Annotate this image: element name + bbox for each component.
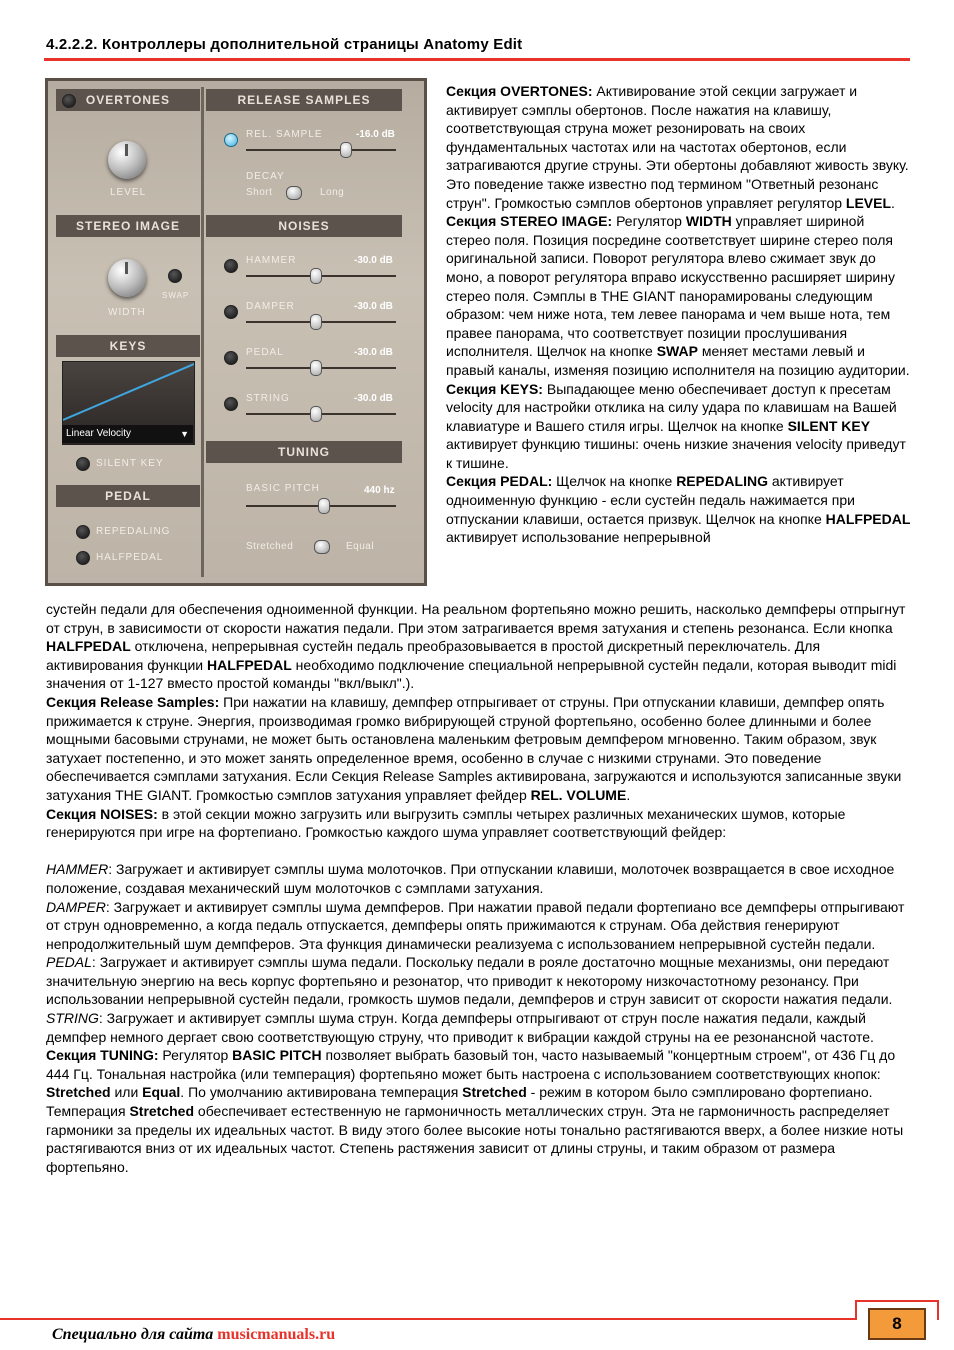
footer-credit: Специально для сайта musicmanuals.ru <box>52 1326 336 1343</box>
silent-key-label: SILENT KEY <box>96 458 164 469</box>
width-knob[interactable] <box>108 259 146 297</box>
footer-rule <box>0 1318 855 1320</box>
pedal-header: PEDAL <box>56 485 200 507</box>
rel-sample-label: REL. SAMPLE <box>246 129 323 140</box>
string-paragraph: STRING: Загружает и активирует сэмплы шума струн. Когда демпферы отпрыгивают от струн после нажатия педали, каждый демпфер немного дергает свою соответствующую струну, что приводит к вибрации каждой струны на ее резонансной частоте. <box>46 1010 874 1045</box>
chevron-down-icon: ▼ <box>180 429 189 439</box>
width-label: WIDTH <box>108 307 146 318</box>
decay-long-label: Long <box>320 187 345 198</box>
repedaling-button[interactable] <box>76 525 90 539</box>
hammer-label: HAMMER <box>246 255 297 266</box>
decay-label: DECAY <box>246 171 285 182</box>
rel-sample-fader-track <box>246 149 396 151</box>
damper-led[interactable] <box>224 305 238 319</box>
footer-rule-upper <box>857 1300 939 1302</box>
silent-key-button[interactable] <box>76 457 90 471</box>
string-value: -30.0 dB <box>354 393 393 404</box>
stereo-image-header: STEREO IMAGE <box>56 215 200 237</box>
release-samples-paragraph: Секция Release Samples: При нажатии на клавишу, демпфер отпрыгивает от струны. При отпускании клавиши, демпфер опять прижимается к струне. Энергия, производимая громко вибрирующей струной фортепьяно, особенно более длинными и более мощными басовыми струнами, не может быть остановлена маленьким фетровым демпфером мгновенно. Таким образом, звук затухает постепенно, и это может занять определенное время, особенно в случае с низкими струнами. Это поведение обеспечивается сэмплами затухания. Если Секция Release Samples активирована, загружаются и используются записанные звуки затухания THE GIANT. Громкостью сэмплов затухания управляет фейдер REL. VOLUME. <box>46 693 902 803</box>
left-column <box>56 89 200 575</box>
footer-site-link[interactable]: musicmanuals.ru <box>217 1326 336 1343</box>
swap-label: SWAP <box>162 291 190 300</box>
keys-paragraph: Секция KEYS: Выпадающее меню обеспечивает доступ к пресетам velocity для настройки отклика на силу удара по клавишам на Вашей клавиатуре и Вашего стиля игры. Щелчок на кнопке SILENT KEY активирует функцию тишины: очень низкие значения velocity приведут к тишине. <box>446 380 906 471</box>
basic-pitch-label: BASIC PITCH <box>246 483 320 494</box>
level-knob[interactable] <box>108 141 146 179</box>
pedal-noise-label: PEDAL <box>246 347 284 358</box>
pedal-noise-paragraph: PEDAL: Загружает и активирует сэмплы шума педали. Поскольку педали в рояле достаточно мощные механизмы, они передают значительную энергию на весь корпус фортепьяно и резонатор, что приводит к некоторому низкочастотному резонансу. При использовании непрерывной сустейн педали, громкость шумов педали, демпферов и струн зависит от скорости нажатия педали. <box>46 954 893 1008</box>
damper-paragraph: DAMPER: Загружает и активирует сэмплы шума демпферов. При нажатии правой педали фортепиано все демпферы отпрыгивают от струн одновременно, а когда педаль отпускается, демпферы опять прижимаются к струнам. Оба действия генерируют непродолжительный шум демпферов. Эта функция динамически реализуема с использованием непрерывной сустейн педали. <box>46 898 905 952</box>
halfpedal-label: HALFPEDAL <box>96 552 164 563</box>
decay-short-label: Short <box>246 187 273 198</box>
swap-button[interactable] <box>168 269 182 283</box>
damper-value: -30.0 dB <box>354 301 393 312</box>
header-rule <box>44 58 910 61</box>
damper-fader[interactable] <box>310 314 322 330</box>
rel-sample-value: -16.0 dB <box>356 129 395 140</box>
rel-sample-fader[interactable] <box>340 142 352 158</box>
basic-pitch-fader[interactable] <box>318 498 330 514</box>
anatomy-edit-panel <box>45 78 427 586</box>
footer-rule-stub-right <box>937 1300 939 1320</box>
paragraph-gap <box>46 842 912 861</box>
section-heading: 4.2.2.2. Контроллеры дополнительной страницы Anatomy Edit <box>46 36 523 53</box>
velocity-preset-dropdown[interactable] <box>62 425 193 443</box>
overtones-paragraph: Секция OVERTONES: Активирование этой секции загружает и активирует сэмплы обертонов. После нажатия на клавишу, соответствующая струна может резонировать на своих фундаментальных частотах или на частотах обертонов, если затрагиваются другие струны. Эти обертоны добавляют живость звуку. Это поведение также известно под термином "Ответный резонанс струн". Громкостью сэмплов обертонов управляет регулятор LEVEL. <box>446 83 909 211</box>
right-text-block <box>446 82 912 547</box>
rel-sample-led[interactable] <box>224 133 238 147</box>
hammer-paragraph: HAMMER: Загружает и активирует сэмплы шума молоточков. При отпускании клавиши, молоточек возвращается в свое исходное положение, создавая механический шум молоточков с сэмплами затухания. <box>46 861 895 896</box>
hammer-led[interactable] <box>224 259 238 273</box>
full-width-text-block <box>46 600 912 1176</box>
hammer-value: -30.0 dB <box>354 255 393 266</box>
velocity-preset-value: Linear Velocity <box>66 428 132 439</box>
pedal-noise-fader[interactable] <box>310 360 322 376</box>
halfpedal-button[interactable] <box>76 551 90 565</box>
pedal-noise-led[interactable] <box>224 351 238 365</box>
pedal-paragraph-continued: сустейн педали для обеспечения одноименной функции. На реальном фортепьяно можно решить, насколько демпферы отпрыгнут от струн, в зависимости от скорости нажатия педали. При этом затрагивается время затухания и степень резонанса. Если кнопка HALFPEDAL отключена, непрерывная сустейн педаль преобразовывается в простой дискретный переключатель. Для активирования функции HALFPEDAL необходимо подключение специальной непрерывной сустейн педали, которая выводит midi значения от 1-127 вместо простой команды "вкл/выкл".). <box>46 601 906 692</box>
level-label: LEVEL <box>110 187 147 198</box>
page-number: 8 <box>868 1308 926 1340</box>
stretched-label: Stretched <box>246 541 294 552</box>
string-label: STRING <box>246 393 290 404</box>
stereo-image-paragraph: Секция STEREO IMAGE: Регулятор WIDTH управляет шириной стерео поля. Позиция посредине соответствует ширине стерео поля оригинальной записи. Поворот регулятора влево сжимает звук до моно, а поворот регулятора вправо искусственно расширяет ширину стерео поля. Сэмплы в THE GIANT панорамированы следующим образом: чем ниже нота, тем левее панорама и чем выше нота, тем правее панорама, что соответствует позиции прослушивания исполнителя. Щелчок на кнопке SWAP меняет местами левый и правый каналы, изменяя позицию исполнителя на позицию аудитории. <box>446 213 910 378</box>
noises-paragraph: Секция NOISES: в этой секции можно загрузить или выгрузить сэмплы четырех различных механических шумов, которые генерируются при игре на фортепиано. Громкостью каждого шума управляет соответствующий фейдер: <box>46 805 846 841</box>
footer-rule-stub-left <box>855 1300 857 1320</box>
overtones-power-led[interactable] <box>62 94 76 108</box>
string-fader[interactable] <box>310 406 322 422</box>
equal-label: Equal <box>346 541 375 552</box>
noises-header: NOISES <box>206 215 402 237</box>
decay-toggle[interactable] <box>286 186 302 200</box>
tuning-header: TUNING <box>206 441 402 463</box>
right-column <box>206 89 402 575</box>
column-divider <box>201 87 204 577</box>
temperament-toggle[interactable] <box>314 540 330 554</box>
tuning-paragraph: Секция TUNING: Регулятор BASIC PITCH позволяет выбрать базовый тон, часто называемый "концертным строем", от 436 Гц до 444 Гц. Тональная настройка (или темперация) фортепьяно может быть настроена с использованием соответствующих кнопок: Stretched или Equal. По умолчанию активирована темперация Stretched - режим в котором было сэмплировано фортепиано. Темперация Stretched обеспечивает естественную не гармоничность металлических струн. Эта не гармоничность распределяет гармоники за пределы их идеальных частот. В виду этого более высокие ноты тонально растягиваются вверх, а более низкие ноты растягиваются вниз от их идеальных частот. Степень растяжения зависит от длины струны, и таким образом от размера фортепьяно. <box>46 1047 904 1175</box>
velocity-curve-icon <box>63 362 194 424</box>
pedal-paragraph: Секция PEDAL: Щелчок на кнопке REPEDALING активирует одноименную функцию - если сустейн педаль нажимается при отпускании клавиши, остается призвук. Щелчок на кнопке HALFPEDAL активирует использование непрерывной <box>446 473 911 546</box>
keys-header: KEYS <box>56 335 200 357</box>
hammer-fader[interactable] <box>310 268 322 284</box>
pedal-noise-value: -30.0 dB <box>354 347 393 358</box>
damper-label: DAMPER <box>246 301 295 312</box>
release-samples-header: RELEASE SAMPLES <box>206 89 402 111</box>
string-led[interactable] <box>224 397 238 411</box>
basic-pitch-value: 440 hz <box>364 485 395 496</box>
repedaling-label: REPEDALING <box>96 526 171 537</box>
overtones-header: OVERTONES <box>56 89 200 111</box>
